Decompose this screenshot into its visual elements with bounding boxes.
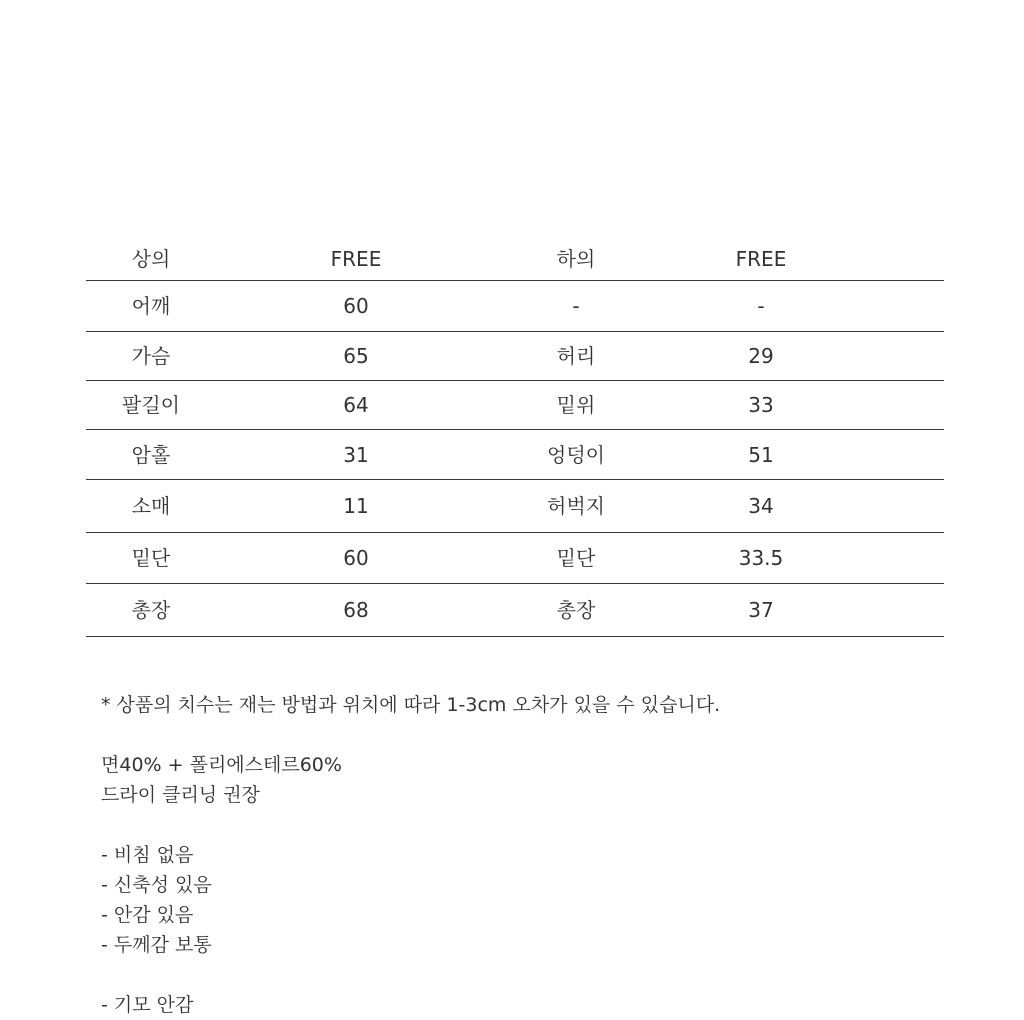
bottom-measure-label: 밑단	[496, 533, 656, 584]
spacer	[101, 720, 981, 750]
material-composition: 면40% + 폴리에스테르60%	[101, 754, 342, 776]
table-row	[86, 533, 944, 584]
table-spacer	[866, 281, 944, 332]
header-top-size: FREE	[216, 238, 496, 281]
top-measure-label: 어깨	[86, 281, 216, 332]
bottom-measure-value: 33	[656, 381, 866, 430]
top-measure-label: 소매	[86, 480, 216, 533]
feature-item: - 신축성 있음	[101, 874, 212, 896]
feature-item-extra: - 기모 안감	[101, 994, 194, 1016]
bottom-measure-value: 29	[656, 332, 866, 381]
table-spacer	[866, 430, 944, 480]
top-measure-value: 64	[216, 381, 496, 430]
top-measure-label: 암홀	[86, 430, 216, 480]
care-instruction: 드라이 클리닝 권장	[101, 784, 260, 806]
table-spacer	[866, 480, 944, 533]
table-row	[86, 430, 944, 480]
bottom-measure-value: 37	[656, 584, 866, 637]
table-spacer	[866, 381, 944, 430]
spacer	[101, 960, 981, 990]
feature-item: - 비침 없음	[101, 844, 194, 866]
spacer	[101, 810, 981, 840]
top-measure-value: 11	[216, 480, 496, 533]
table-row	[86, 381, 944, 430]
bottom-measure-value: -	[656, 281, 866, 332]
table-row	[86, 480, 944, 533]
bottom-measure-label: 허리	[496, 332, 656, 381]
table-spacer	[866, 584, 944, 637]
table-spacer	[866, 332, 944, 381]
bottom-measure-label: 밑위	[496, 381, 656, 430]
bottom-measure-label: 엉덩이	[496, 430, 656, 480]
bottom-measure-value: 51	[656, 430, 866, 480]
table-row	[86, 584, 944, 637]
feature-item: - 두께감 보통	[101, 934, 212, 956]
product-notes	[101, 690, 981, 1020]
size-table	[86, 238, 944, 637]
header-bottom-size: FREE	[656, 238, 866, 281]
table-row	[86, 332, 944, 381]
top-measure-label: 총장	[86, 584, 216, 637]
top-measure-label: 가슴	[86, 332, 216, 381]
top-measure-label: 밑단	[86, 533, 216, 584]
bottom-measure-value: 34	[656, 480, 866, 533]
table-spacer	[866, 533, 944, 584]
table-header-row	[86, 238, 944, 281]
top-measure-value: 31	[216, 430, 496, 480]
top-measure-label: 팔길이	[86, 381, 216, 430]
feature-item: - 안감 있음	[101, 904, 194, 926]
table-row	[86, 281, 944, 332]
header-bottom-label: 하의	[496, 238, 656, 281]
bottom-measure-label: -	[496, 281, 656, 332]
header-top-label: 상의	[86, 238, 216, 281]
bottom-measure-value: 33.5	[656, 533, 866, 584]
measurement-disclaimer: * 상품의 치수는 재는 방법과 위치에 따라 1-3cm 오차가 있을 수 있습니다.	[101, 694, 721, 716]
bottom-measure-label: 총장	[496, 584, 656, 637]
bottom-measure-label: 허벅지	[496, 480, 656, 533]
table-spacer	[866, 238, 944, 281]
top-measure-value: 68	[216, 584, 496, 637]
top-measure-value: 65	[216, 332, 496, 381]
top-measure-value: 60	[216, 533, 496, 584]
top-measure-value: 60	[216, 281, 496, 332]
